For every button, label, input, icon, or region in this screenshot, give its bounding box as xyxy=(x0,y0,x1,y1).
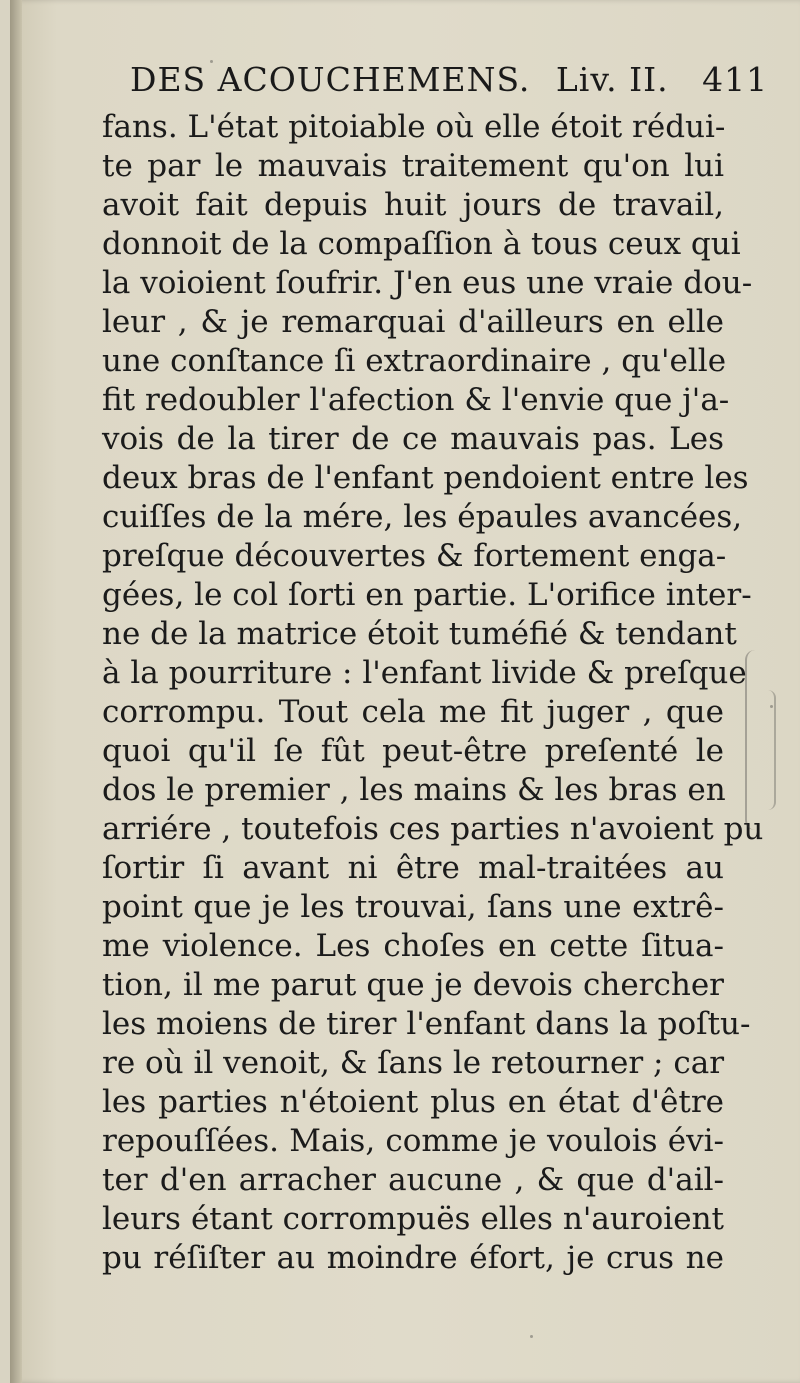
text-line: leurs étant corrompuës elles n'auroient xyxy=(102,1201,724,1237)
text-line: deux bras de l'enfant pendoient entre les xyxy=(102,460,749,496)
text-line: repouſſées. Mais, comme je voulois évi- xyxy=(102,1123,724,1159)
text-line: arriére , toutefois ces parties n'avoient pu xyxy=(102,811,764,847)
page-gutter xyxy=(10,0,22,1383)
text-line: me violence. Les choſes en cette ſitua- xyxy=(102,928,724,964)
text-line: te par le mauvais traitement qu'on lui xyxy=(102,148,724,184)
text-line: à la pourriture : l'enfant livide & preſque xyxy=(102,655,747,691)
running-header xyxy=(130,60,769,99)
ink-speck xyxy=(770,705,773,708)
text-line: fans. L'état pitoiable où elle étoit rédui- xyxy=(102,109,726,145)
text-line: corrompu. Tout cela me fit juger , que xyxy=(102,694,724,730)
text-line: ne de la matrice étoit tuméfié & tendant xyxy=(102,616,737,652)
text-line: tion, il me parut que je devois chercher xyxy=(102,967,724,1003)
body-text xyxy=(102,108,764,1278)
text-line: preſque découvertes & fortement enga- xyxy=(102,538,727,574)
text-line: cuiſſes de la mére, les épaules avancées, xyxy=(102,499,743,535)
text-line: donnoit de la compaſſion à tous ceux qui xyxy=(102,226,741,262)
text-line: gées, le col ſorti en partie. L'orifice inter- xyxy=(102,577,752,613)
ink-speck xyxy=(210,60,213,63)
text-line: ter d'en arracher aucune , & que d'ail- xyxy=(102,1162,724,1198)
text-line: quoi qu'il ſe fût peut-être preſenté le xyxy=(102,733,724,769)
text-line: la voioient ſoufrir. J'en eus une vraie dou- xyxy=(102,265,753,301)
text-line: leur , & je remarquai d'ailleurs en elle xyxy=(102,304,724,340)
ink-speck xyxy=(530,1335,533,1338)
margin-bracket-inner xyxy=(760,690,776,810)
page-number: 411 xyxy=(702,60,769,99)
text-line: re où il venoit, & ſans le retourner ; car xyxy=(102,1045,725,1081)
text-line: fit redoubler l'afection & l'envie que j'a- xyxy=(102,382,730,418)
running-title: DES ACOUCHEMENS. xyxy=(130,60,531,99)
text-line: les moiens de tirer l'enfant dans la poſtu- xyxy=(102,1006,751,1042)
text-line: une conſtance ſi extraordinaire , qu'elle xyxy=(102,343,727,379)
text-line: dos le premier , les mains & les bras en xyxy=(102,772,726,808)
text-line: vois de la tirer de ce mauvais pas. Les xyxy=(102,421,724,457)
text-line: ſortir ſi avant ni être mal-traitées au xyxy=(102,850,724,886)
text-line: avoit fait depuis huit jours de travail, xyxy=(102,187,724,223)
text-line: point que je les trouvai, ſans une extrê- xyxy=(102,889,724,925)
book-page xyxy=(10,0,800,1383)
text-line: les parties n'étoient plus en état d'être xyxy=(102,1084,724,1120)
text-line: pu réſiſter au moindre éfort, je crus ne xyxy=(102,1240,724,1276)
book-number: Liv. II. xyxy=(555,60,669,99)
